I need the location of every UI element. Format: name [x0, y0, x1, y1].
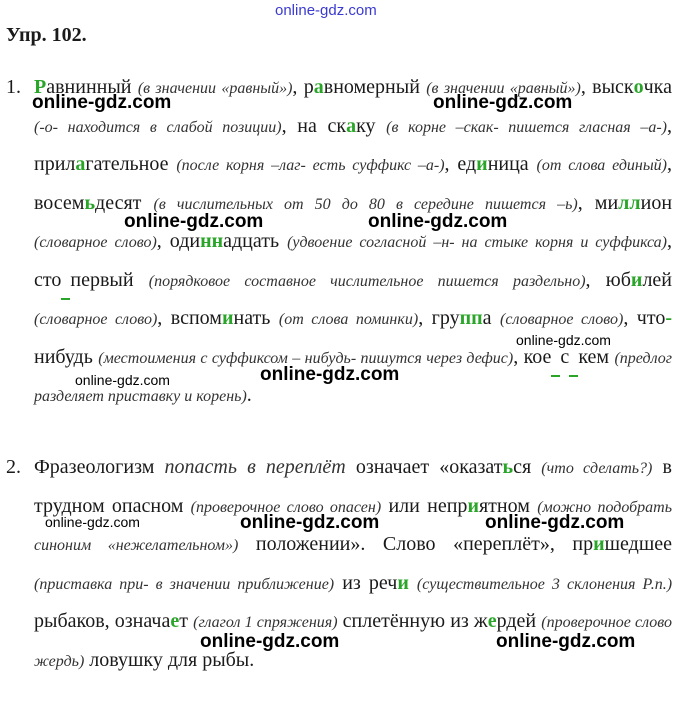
body-text: , оди	[156, 230, 201, 252]
comment-text: (глагол 1 спряжения)	[193, 614, 338, 631]
highlighted-letter: е	[487, 610, 497, 632]
body-text: ятном	[478, 494, 538, 517]
body-text: Фразеологизм	[34, 456, 165, 478]
watermark: online-gdz.com	[368, 211, 508, 232]
body-text: вномерный	[323, 76, 427, 98]
comment-text: (от слова единый)	[536, 157, 668, 174]
body-text: , р	[292, 76, 314, 98]
exercise-title: Упр. 102.	[6, 24, 87, 46]
watermark: online-gdz.com	[485, 512, 625, 533]
body-text: нать	[233, 307, 279, 329]
highlighted-letter: и	[630, 268, 643, 291]
watermark: online-gdz.com	[240, 512, 380, 533]
comment-text: (в корне –скак- пишется гласная –а-)	[386, 118, 667, 136]
comment-text: (удвоение согласной –н- на стыке корня и суффикса)	[287, 234, 668, 251]
highlighted-letter: и	[397, 571, 409, 594]
watermark: online-gdz.com	[516, 332, 611, 348]
body-text: , восем	[34, 153, 673, 214]
highlighted-letter: ь	[502, 456, 514, 478]
body-text: , прил	[34, 114, 672, 175]
watermark: online-gdz.com	[200, 631, 340, 652]
highlighted-letter: и	[221, 307, 234, 329]
comment-text: (-о- находится в слабой позиции)	[34, 118, 282, 136]
body-text: т	[179, 610, 194, 632]
watermark: online-gdz.com	[32, 92, 172, 113]
body-text: шедшее	[604, 533, 672, 555]
body-text: ион	[640, 191, 673, 214]
body-text: , юб	[585, 268, 631, 291]
comment-text: (существительное 3 склонения Р.п.)	[416, 575, 673, 593]
body-text: с	[560, 345, 570, 368]
watermark: online-gdz.com	[124, 211, 264, 232]
body-text: кем	[578, 345, 615, 368]
body-text: нибудь	[34, 345, 99, 368]
body-text: означает «оказат	[345, 456, 503, 478]
comment-text: (от слова поминки)	[278, 311, 419, 328]
highlighted-letter: лл	[618, 191, 641, 214]
item-number-1: 1.	[6, 76, 21, 98]
body-text: , что	[623, 307, 666, 329]
comment-text: (в значении «равный»)	[426, 80, 581, 97]
body-text: , вспом	[157, 307, 222, 329]
watermark: online-gdz.com	[45, 514, 140, 530]
comment-text: (приставка при- в значении приближение)	[34, 575, 335, 593]
highlighted-letter: и	[476, 153, 488, 175]
body-text: рыбаков, означа	[34, 610, 171, 632]
highlighted-letter: о	[633, 76, 644, 98]
body-text: гательное	[85, 153, 177, 175]
body-text: рдей	[496, 610, 542, 632]
body-text: лей	[642, 268, 673, 291]
body-text: или непр	[381, 494, 468, 517]
body-text: ся	[513, 456, 542, 478]
comment-text: (словарное слово)	[34, 234, 157, 251]
comment-text: (после корня –лаг- есть суффикс –а-)	[176, 157, 445, 174]
body-text: положении». Слово «переплёт», пр	[238, 533, 594, 555]
site-url: online-gdz.com	[275, 2, 377, 19]
body-text: сплетённую из ж	[337, 610, 488, 632]
space-marker	[61, 262, 70, 301]
body-text: адцать	[223, 230, 288, 252]
body-text: , ед	[444, 153, 477, 175]
comment-text: (в значении «равный»)	[137, 80, 293, 97]
comment-text: (словарное слово)	[500, 311, 624, 328]
body-text: , ми	[577, 191, 619, 214]
body-text: первый	[70, 268, 149, 291]
watermark: online-gdz.com	[75, 372, 170, 388]
highlighted-letter: и	[467, 494, 479, 517]
body-text: чка	[643, 76, 672, 98]
highlighted-letter: пп	[459, 307, 483, 329]
highlighted-letter: и	[593, 533, 605, 555]
body-text: а	[482, 307, 501, 329]
highlighted-letter: Р	[34, 76, 47, 98]
comment-text: (проверочное слово опасен)	[190, 498, 382, 516]
comment-text: (порядковое составное числительное пишется раздельно)	[148, 272, 586, 290]
comment-text: (можно подобрать синоним «нежелательном»)	[34, 498, 673, 554]
body-text: ница	[487, 153, 537, 175]
body-text: ловушку для рыбы.	[84, 648, 255, 671]
body-text: десят	[95, 191, 154, 214]
highlighted-letter: -	[665, 307, 672, 329]
body-text: , на ск	[281, 114, 347, 137]
body-text: , выск	[580, 76, 634, 98]
highlighted-letter: нн	[200, 230, 224, 252]
body-text	[409, 572, 417, 594]
highlighted-letter: а	[75, 153, 86, 175]
watermark: online-gdz.com	[433, 92, 573, 113]
comment-text: (что сделать?)	[541, 460, 653, 477]
comment-text: (проверочное слово жердь)	[34, 614, 673, 670]
body-text: из реч	[334, 571, 398, 594]
comment-text: (местоимения с суффиксом – нибудь- пишутся через дефис)	[98, 349, 514, 367]
body-text: , сто	[34, 230, 673, 291]
highlighted-letter: е	[170, 610, 180, 632]
comment-text: (в числительных от 50 до 80 в середине пишется –ь)	[153, 195, 578, 213]
highlighted-letter: а	[346, 114, 357, 137]
watermark: online-gdz.com	[260, 364, 400, 385]
watermark: online-gdz.com	[496, 631, 636, 652]
phraseologism: попасть в переплёт	[164, 456, 346, 478]
highlighted-letter: а	[313, 76, 324, 98]
body-text: в трудном опасном	[34, 456, 672, 517]
body-text: ку	[356, 114, 387, 137]
highlighted-letter: ь	[84, 191, 96, 214]
comment-text: (предлог разделяет приставку и корень)	[34, 349, 672, 405]
body-text: , гру	[418, 307, 460, 329]
body-text: авнинный	[46, 76, 138, 98]
body-text: .	[246, 384, 252, 406]
item-number-2: 2.	[6, 456, 21, 478]
body-text: , кое	[513, 345, 552, 368]
comment-text: (словарное слово)	[34, 311, 158, 328]
